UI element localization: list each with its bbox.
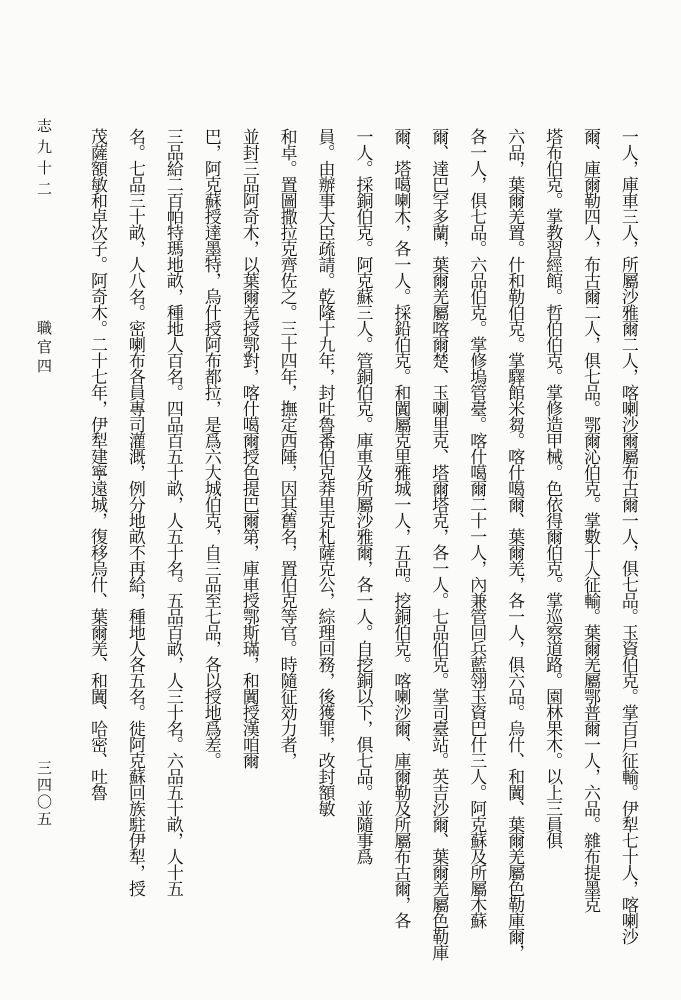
text-column-12: 巴，阿克蘇授達墨特，烏什授阿布都拉，是爲六大城伯克，自三品至七品，各以授地爲差。 [200, 128, 221, 768]
text-column-15: 茂薩額敏和卓次子。阿奇木。二十七年，伊犁建寧遠城，復移烏什、葉爾羌、和闐、哈密、吐魯 [87, 128, 107, 800]
page-number: 三四〇五 [35, 760, 53, 828]
text-column-8: 一人。採銅伯克。阿克蘇三人。管銅伯克。庫車及所屬沙雅爾，各一人。自挖銅以下，俱七品。並隨事爲 [352, 128, 373, 864]
text-column-9: 員。由辦事大臣疏請。乾隆十九年，封吐魯番伯克莽里克札薩克公，綜理回務，後獲罪，改封額敏 [314, 128, 335, 816]
volume-label: 志九十二 [35, 118, 53, 202]
text-column-13: 三品給二百帕特瑪地畝，種地人百名。四品百五十畝，人五十名。五品百畝，人三十名。六品五十畝，人十五 [162, 128, 183, 896]
text-column-14: 名。七品三十畝，人八名。密喇布各員專司灌溉，例分地畝不再給，種地人各五名。徙阿克蘇回族駐伊犁，授 [124, 128, 145, 896]
text-column-7: 爾、塔噶喇木，各一人。採鉛伯克。和闐屬克里雅城一人，五品。挖銅伯克。喀喇沙爾、庫爾勒及所屬布古爾，各 [390, 128, 411, 928]
text-column-5: 各一人，俱七品。六品伯克。掌修塢管臺。喀什噶爾二十一人，內兼管回兵藍翎玉資巴什三人。阿克蘇及所屬木蘇 [466, 128, 487, 928]
text-column-1: 一人，庫車三人，所屬沙雅爾二人，喀喇沙爾屬布古爾一人，俱七品。玉資伯克。掌百戶征輸。伊犁七十人，喀喇沙 [617, 128, 638, 944]
text-column-6: 爾、達巴罕多蘭，葉爾羌屬喀爾楚、玉喇里克、塔爾塔克，各一人。七品伯克。掌司臺站。英吉沙爾、葉爾羌屬色勒庫 [428, 128, 449, 960]
text-column-10: 和卓。置圖撒拉克齊佐之。三十四年，撫定西陲，因其舊名，置伯克等官。時隨征効力者， [276, 128, 297, 768]
text-column-2: 爾、庫爾勒四人，布古爾二人，俱七品。鄂爾沁伯克。掌數十人征輸。葉爾羌屬鄂普爾一人，六品。雜布提墨克 [579, 128, 600, 912]
section-label: 職官四 [35, 320, 53, 377]
text-column-3: 塔布伯克。掌教習經館。哲伯伯克。掌修造甲械。色依得爾伯克。掌巡察道路。園林果木。以上三員俱 [542, 128, 563, 848]
text-column-11: 並封三品阿奇木，以葉爾羌授鄂對，喀什噶爾授色提巴爾第，庫車授鄂斯璊，和闐授漢咱爾 [238, 128, 259, 768]
text-column-4: 六品，葉爾羌置。什和勒伯克。掌驛館米芻。喀什噶爾、葉爾羌，各一人，俱六品。烏什、和闐、葉爾羌屬色勒庫爾， [504, 128, 525, 960]
main-text [87, 128, 638, 960]
